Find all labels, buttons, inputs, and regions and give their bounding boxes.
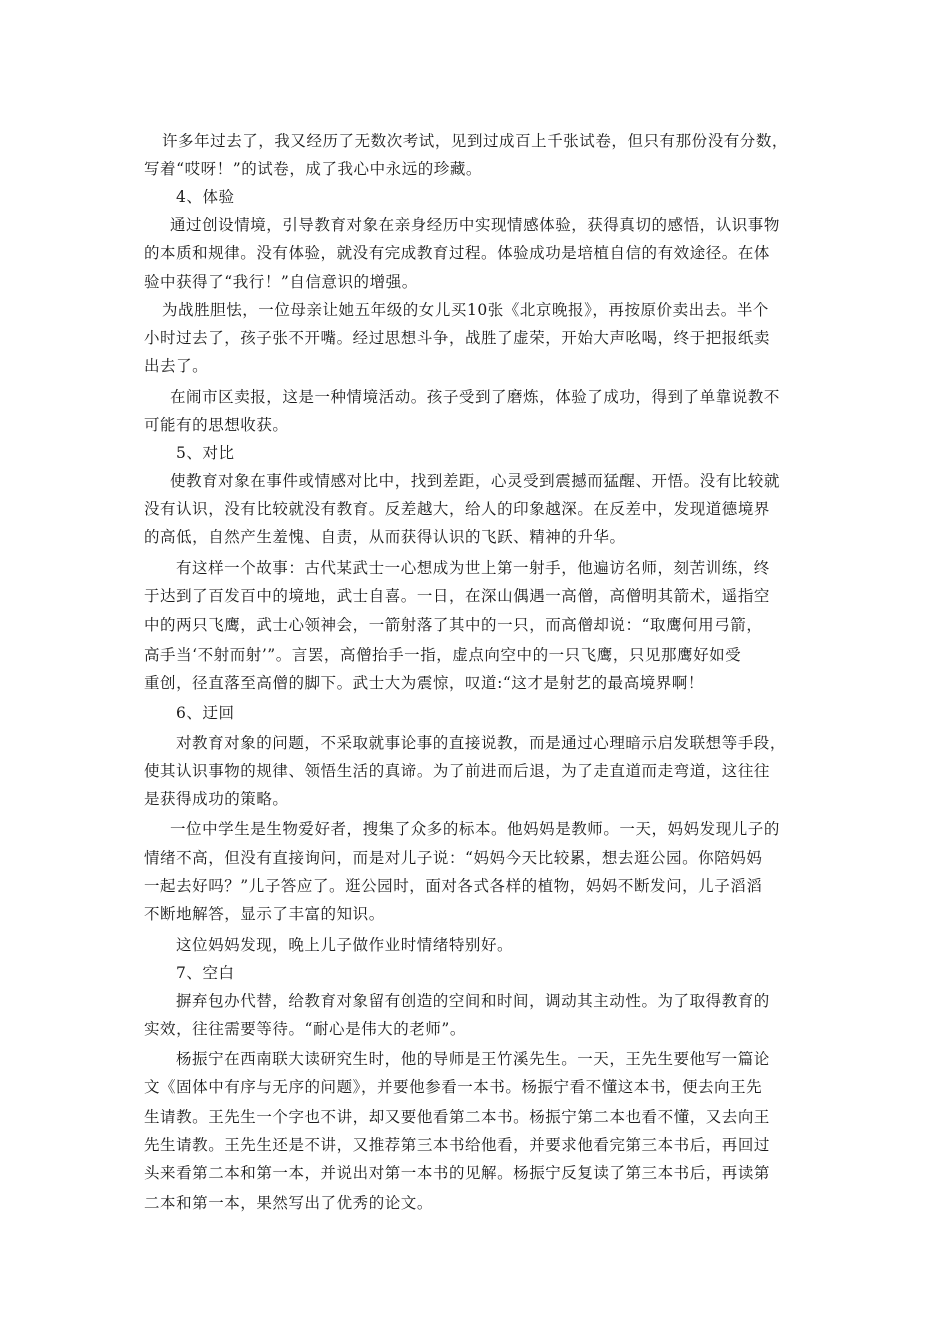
paragraph-line: 使其认识事物的规律、领悟生活的真谛。为了前进而后退，为了走直道而走弯道，这往往: [144, 762, 770, 780]
paragraph-line: 情绪不高，但没有直接询问，而是对儿子说：“妈妈今天比较累，想去逛公园。你陪妈妈: [144, 849, 763, 867]
paragraph-line: 这位妈妈发现，晚上儿子做作业时情绪特别好。: [176, 936, 514, 954]
paragraph-line: 于达到了百发百中的境地，武士自喜。一日，在深山偶遇一高僧，高僧明其箭术，遥指空: [144, 587, 770, 605]
paragraph-line: 写着“哎呀！”的试卷，成了我心中永远的珍藏。: [144, 160, 482, 178]
paragraph-line: 摒弃包办代替，给教育对象留有创造的空间和时间，调动其主动性。为了取得教育的: [176, 992, 770, 1010]
paragraph-line: 在闹市区卖报，这是一种情境活动。孩子受到了磨炼，体验了成功，得到了单靠说教不: [170, 388, 780, 406]
paragraph-line: 杨振宁在西南联大读研究生时，他的导师是王竹溪先生。一天，王先生要他写一篇论: [176, 1050, 770, 1068]
paragraph-line: 一位中学生是生物爱好者，搜集了众多的标本。他妈妈是教师。一天，妈妈发现儿子的: [170, 820, 780, 838]
section-heading-roundabout: 6、迂回: [176, 704, 235, 722]
paragraph-line: 通过创设情境，引导教育对象在亲身经历中实现情感体验，获得真切的感悟，认识事物: [170, 216, 780, 234]
paragraph-line: 使教育对象在事件或情感对比中，找到差距，心灵受到震撼而猛醒、开悟。没有比较就: [170, 472, 780, 490]
section-heading-experience: 4、体验: [176, 188, 235, 206]
paragraph-line: 二本和第一本，果然写出了优秀的论文。: [144, 1194, 433, 1212]
section-heading-contrast: 5、对比: [176, 444, 235, 462]
paragraph-line: 是获得成功的策略。: [144, 790, 289, 808]
section-heading-blank: 7、空白: [176, 964, 235, 982]
paragraph-line: 头来看第二本和第一本，并说出对第一本书的见解。杨振宁反复读了第三本书后，再读第: [144, 1164, 770, 1182]
paragraph-line: 一起去好吗？”儿子答应了。逛公园时，面对各式各样的植物，妈妈不断发问，儿子滔滔: [144, 877, 763, 895]
paragraph-line: 可能有的思想收获。: [144, 416, 289, 434]
paragraph-line: 先生请教。王先生还是不讲，又推荐第三本书给他看，并要求他看完第三本书后，再回过: [144, 1136, 770, 1154]
paragraph-line: 为战胜胆怯，一位母亲让她五年级的女儿买10张《北京晚报》，再按原价卖出去。半个: [162, 301, 769, 319]
paragraph-line: 生请教。王先生一个字也不讲，却又要他看第二本书。杨振宁第二本也看不懂，又去向王: [144, 1108, 770, 1126]
paragraph-line: 高手当‘不射而射’”。言罢，高僧抬手一指，虚点向空中的一只飞鹰，只见那鹰好如受: [144, 646, 742, 664]
paragraph-line: 实效，往往需要等待。“耐心是伟大的老师”。: [144, 1020, 466, 1038]
paragraph-line: 重创，径直落至高僧的脚下。武士大为震惊，叹道:“这才是射艺的最高境界啊！: [144, 674, 704, 692]
paragraph-line: 文《固体中有序与无序的问题》，并要他参看一本书。杨振宁看不懂这本书，便去向王先: [144, 1078, 763, 1096]
paragraph-line: 的本质和规律。没有体验，就没有完成教育过程。体验成功是培植自信的有效途径。在体: [144, 244, 770, 262]
paragraph-line: 不断地解答，显示了丰富的知识。: [144, 905, 385, 923]
paragraph-line: 的高低，自然产生羞愧、自责，从而获得认识的飞跃、精神的升华。: [144, 528, 626, 546]
paragraph-line: 小时过去了，孩子张不开嘴。经过思想斗争，战胜了虚荣，开始大声吆喝，终于把报纸卖: [144, 329, 770, 347]
paragraph-line: 出去了。: [144, 357, 209, 375]
paragraph-line: 对教育对象的问题，不采取就事论事的直接说教，而是通过心理暗示启发联想等手段，: [176, 734, 786, 752]
paragraph-line: 中的两只飞鹰，武士心领神会，一箭射落了其中的一只，而高僧却说：“取鹰何用弓箭，: [144, 616, 763, 634]
paragraph-line: 验中获得了“我行！”自信意识的增强。: [144, 273, 418, 291]
paragraph-line: 没有认识，没有比较就没有教育。反差越大，给人的印象越深。在反差中，发现道德境界: [144, 500, 770, 518]
paragraph-line: 有这样一个故事：古代某武士一心想成为世上第一射手，他遍访名师，刻苦训练，终: [176, 559, 770, 577]
paragraph-line: 许多年过去了，我又经历了无数次考试，见到过成百上千张试卷，但只有那份没有分数，: [162, 132, 788, 150]
